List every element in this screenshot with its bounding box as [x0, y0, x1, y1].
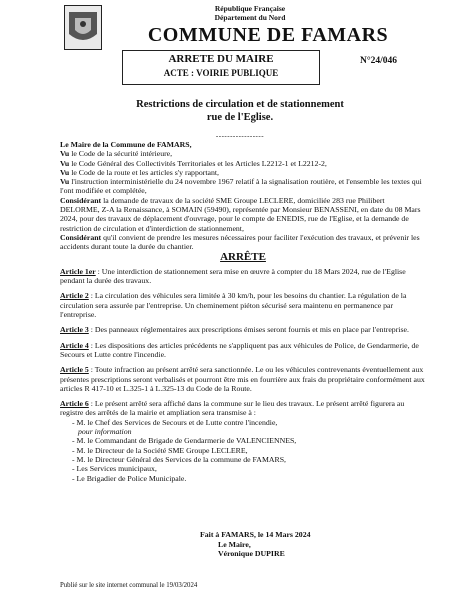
signature-block — [200, 530, 350, 559]
article-4 — [60, 341, 426, 360]
recipient-info-label: pour information — [78, 427, 132, 437]
vu-label: Vu — [60, 167, 70, 177]
article-label: Article 5 — [60, 365, 89, 375]
article-label: Article 4 — [60, 340, 89, 350]
crest-shield-icon — [65, 6, 101, 49]
considerant-line — [60, 196, 426, 233]
arrete-number: N°24/046 — [360, 56, 398, 66]
departement-line: Département du Nord — [214, 13, 286, 22]
article-text: : Une interdiction de stationnement sera mise en œuvre à compter du 18 Mars 2024, rue de l'Eglise pendant la durée des travaux. — [60, 266, 406, 286]
publication-footer: Publié sur le site internet communal le 19/03/2024 — [60, 582, 198, 589]
article-1 — [60, 267, 426, 286]
signature-name: Véronique DUPIRE — [218, 549, 285, 558]
document-title-line1: Restrictions de circulation et de stationnement — [136, 99, 344, 110]
considerant-text: qu'il convient de prendre les mesures nécessaires pour faciliter l'exécution des travaux, et prévenir les accidents durant toute la durée du chantier. — [60, 232, 420, 252]
vu-line — [60, 159, 426, 168]
vu-line — [60, 168, 426, 177]
article-text: : Des panneaux réglementaires aux prescriptions émises seront fournis et mis en place par l'entreprise. — [88, 325, 409, 335]
maire-line: Le Maire de la Commune de FAMARS, — [60, 140, 192, 149]
recipient-item: - Le Brigadier de Police Municipale. — [72, 473, 187, 483]
vu-line — [60, 149, 426, 158]
article-label: Article 6 — [60, 399, 89, 409]
article-label: Article 2 — [60, 291, 89, 301]
article-2 — [60, 291, 426, 319]
arrete-heading: ARRÊTE — [220, 250, 266, 263]
signature-place-date: Fait à FAMARS, le 14 Mars 2024 — [200, 530, 311, 539]
article-text: : Toute infraction au présent arrêté sera sanctionnée. Le ou les véhicules contrevenants éventuellement aux présentes prescriptions seront verbalisés et pourront être mis en fourrière aux frais du propriétaire conformément aux articles R 417-10 et L.325-1 à L.325-13 du Code de la Route. — [60, 365, 425, 393]
considerant-label: Considérant — [60, 232, 102, 242]
vu-label: Vu — [60, 177, 70, 187]
arrete-title: ARRETE DU MAIRE — [168, 53, 274, 65]
recipient-item: - M. le Commandant de Brigade de Gendarmerie de VALENCIENNES, — [72, 436, 297, 446]
document-body — [60, 140, 426, 483]
recipient-item: - Les Services municipaux, — [72, 464, 157, 474]
vu-line — [60, 177, 426, 196]
article-text: : Le présent arrêté sera affiché dans la commune sur le lieu des travaux. Le présent arrêté figurera au registre des arrêtés de la mairie et ampliation sera transmise à : — [60, 399, 405, 418]
vu-text: le Code de la route et les articles s'y rapportant, — [69, 167, 219, 177]
article-label: Article 1er — [60, 266, 96, 276]
acte-label: ACTE : VOIRIE PUBLIQUE — [163, 68, 279, 78]
vu-text: l'instruction interministérielle du 24 novembre 1967 relatif à la signalisation routière, et l'ensemble les textes qui l'ont modifiée et complétée, — [60, 177, 422, 196]
considerant-label: Considérant — [60, 195, 102, 205]
recipient-item: - M. le Directeur de la Société SME Groupe LECLERE, — [72, 445, 248, 455]
article-text: : La circulation des véhicules sera limitée à 30 km/h, pour les besoins du chantier. La régulation de la circulation sera assurée par l'entreprise. Un cheminement piéton sécurisé sera maintenu en permanence par l'entreprise. — [60, 291, 407, 320]
commune-crest-logo — [64, 5, 102, 50]
article-text: : Les dispositions des articles précédents ne s'appliquent pas aux véhicules de Police, de Gendarmerie, de Secours et Lutte contre l'incendie. — [60, 340, 419, 359]
vu-label: Vu — [60, 149, 70, 159]
considerant-line — [60, 233, 426, 252]
recipient-item: - M. le Directeur Général des Services de la commune de FAMARS, — [72, 454, 286, 464]
vu-text: le Code Général des Collectivités Territoriales et les Articles L2212-1 et L2212-2, — [69, 158, 327, 168]
recipient-item: - M. le Chef des Services de Secours et de Lutte contre l'incendie, — [72, 417, 278, 427]
commune-title: COMMUNE DE FAMARS — [147, 24, 389, 46]
signature-role: Le Maire, — [218, 539, 251, 549]
document-title-line2: rue de l'Eglise. — [206, 112, 274, 123]
republique-line: République Française — [214, 4, 286, 13]
vu-text: le Code de la sécurité intérieure, — [69, 149, 173, 159]
title-separator: ----------------- — [215, 132, 265, 140]
article-3 — [60, 325, 426, 334]
considerant-text: la demande de travaux de la société SME Groupe LECLERE, domiciliée 283 rue Philibert DELORME, Z-A la Renaissance, à SOMAIN (59490), représentée par Monsieur BENASSENI, en date du 08 Mars 2024, pour des travaux de déplacement d'ouvrage, pour le compte de ENEDIS, rue de l'Eglise, et la demande de restriction de circulation et d'interdiction de stationnement, — [60, 195, 421, 233]
article-label: Article 3 — [60, 325, 89, 335]
vu-label: Vu — [60, 158, 70, 168]
article-6 — [60, 399, 426, 418]
article-5 — [60, 365, 426, 393]
